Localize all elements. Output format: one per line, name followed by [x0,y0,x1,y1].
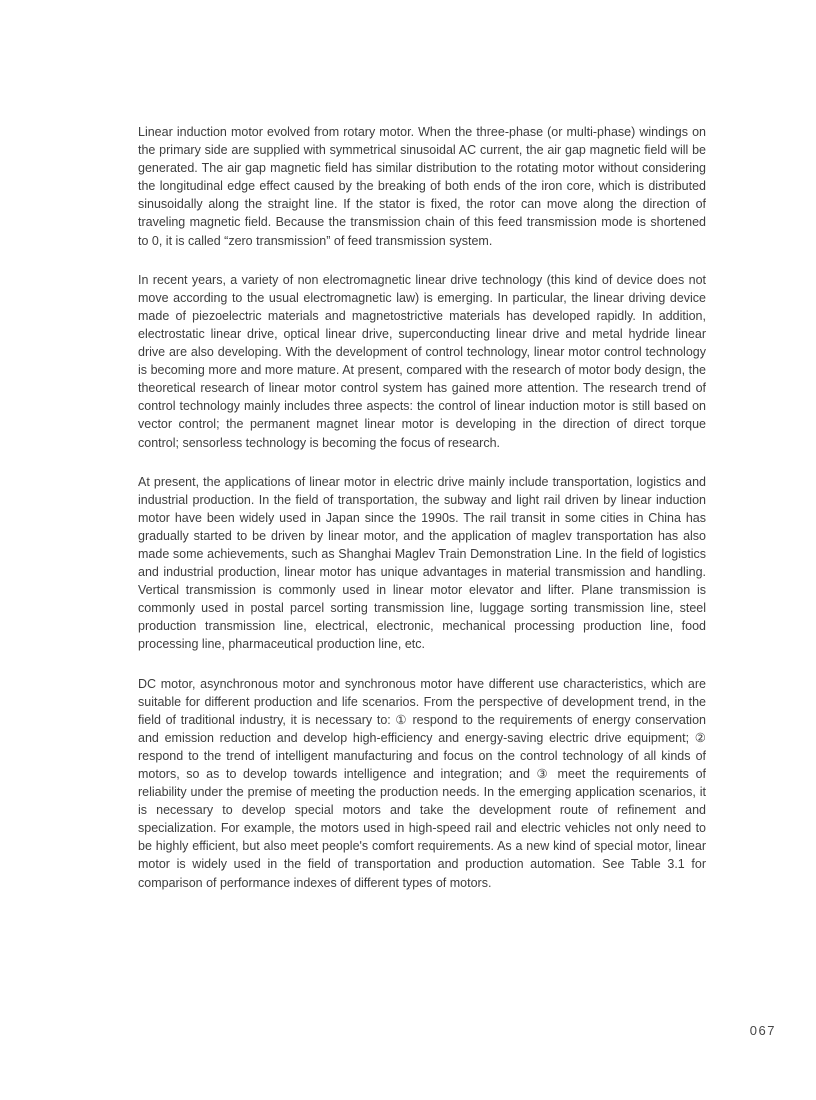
body-text [138,123,706,892]
paragraph-4: DC motor, asynchronous motor and synchronous motor have different use characteristics, which are suitable for different production and life scenarios. From the perspective of development trend, in the field of traditional industry, it is necessary to: ① respond to the requirements of energy conservation and emission reduction and develop high-efficiency and energy-saving electric drive equipment; ② respond to the trend of intelligent manufacturing and focus on the control technology of all kinds of motors, so as to develop towards intelligence and integration; and ③ meet the requirements of reliability under the premise of meeting the production needs. In the emerging application scenarios, it is necessary to develop special motors and take the development route of refinement and specialization. For example, the motors used in high-speed rail and electric vehicles not only need to be highly efficient, but also meet people's comfort requirements. As a new kind of special motor, linear motor is widely used in the field of transportation and production automation. See Table 3.1 for comparison of performance indexes of different types of motors. [138,676,706,890]
paragraph-2: In recent years, a variety of non electromagnetic linear drive technology (this kind of device does not move according to the usual electromagnetic law) is emerging. In particular, the linear driving device made of piezoelectric materials and magnetostrictive materials has developed rapidly. In addition, electrostatic linear drive, optical linear drive, superconducting linear drive and metal hydride linear drive are also developing. With the development of control technology, linear motor control technology is becoming more and more mature. At present, compared with the research of motor body design, the theoretical research of linear motor control system has gained more attention. The research trend of control technology mainly includes three aspects: the control of linear induction motor is still based on vector control; the permanent magnet linear motor is developing in the direction of direct torque control; sensorless technology is becoming the focus of research. [138,272,706,450]
paragraph-3: At present, the applications of linear motor in electric drive mainly include transportation, logistics and industrial production. In the field of transportation, the subway and light rail driven by linear induction motor have been widely used in Japan since the 1990s. The rail transit in some cities in China has gradually started to be driven by linear motor, and the application of maglev transportation has also made some achievements, such as Shanghai Maglev Train Demonstration Line. In the field of logistics and industrial production, linear motor has unique advantages in material transmission and handling. Vertical transmission is commonly used in linear motor elevator and lifter. Plane transmission is commonly used in postal parcel sorting transmission line, luggage sorting transmission line, steel production transmission line, electrical, electronic, mechanical processing production line, food processing line, pharmaceutical production line, etc. [138,474,706,652]
page-number: 067 [749,1023,776,1038]
paragraph-1: Linear induction motor evolved from rotary motor. When the three-phase (or multi-phase) windings on the primary side are supplied with symmetrical sinusoidal AC current, the air gap magnetic field will be generated. The air gap magnetic field has similar distribution to the rotating motor without considering the longitudinal edge effect caused by the breaking of both ends of the iron core, which is distributed sinusoidally along the straight line. If the stator is fixed, the rotor can move along the direction of traveling magnetic field. Because the transmission chain of this feed transmission mode is shortened to 0, it is called “zero transmission” of feed transmission system. [138,125,706,248]
